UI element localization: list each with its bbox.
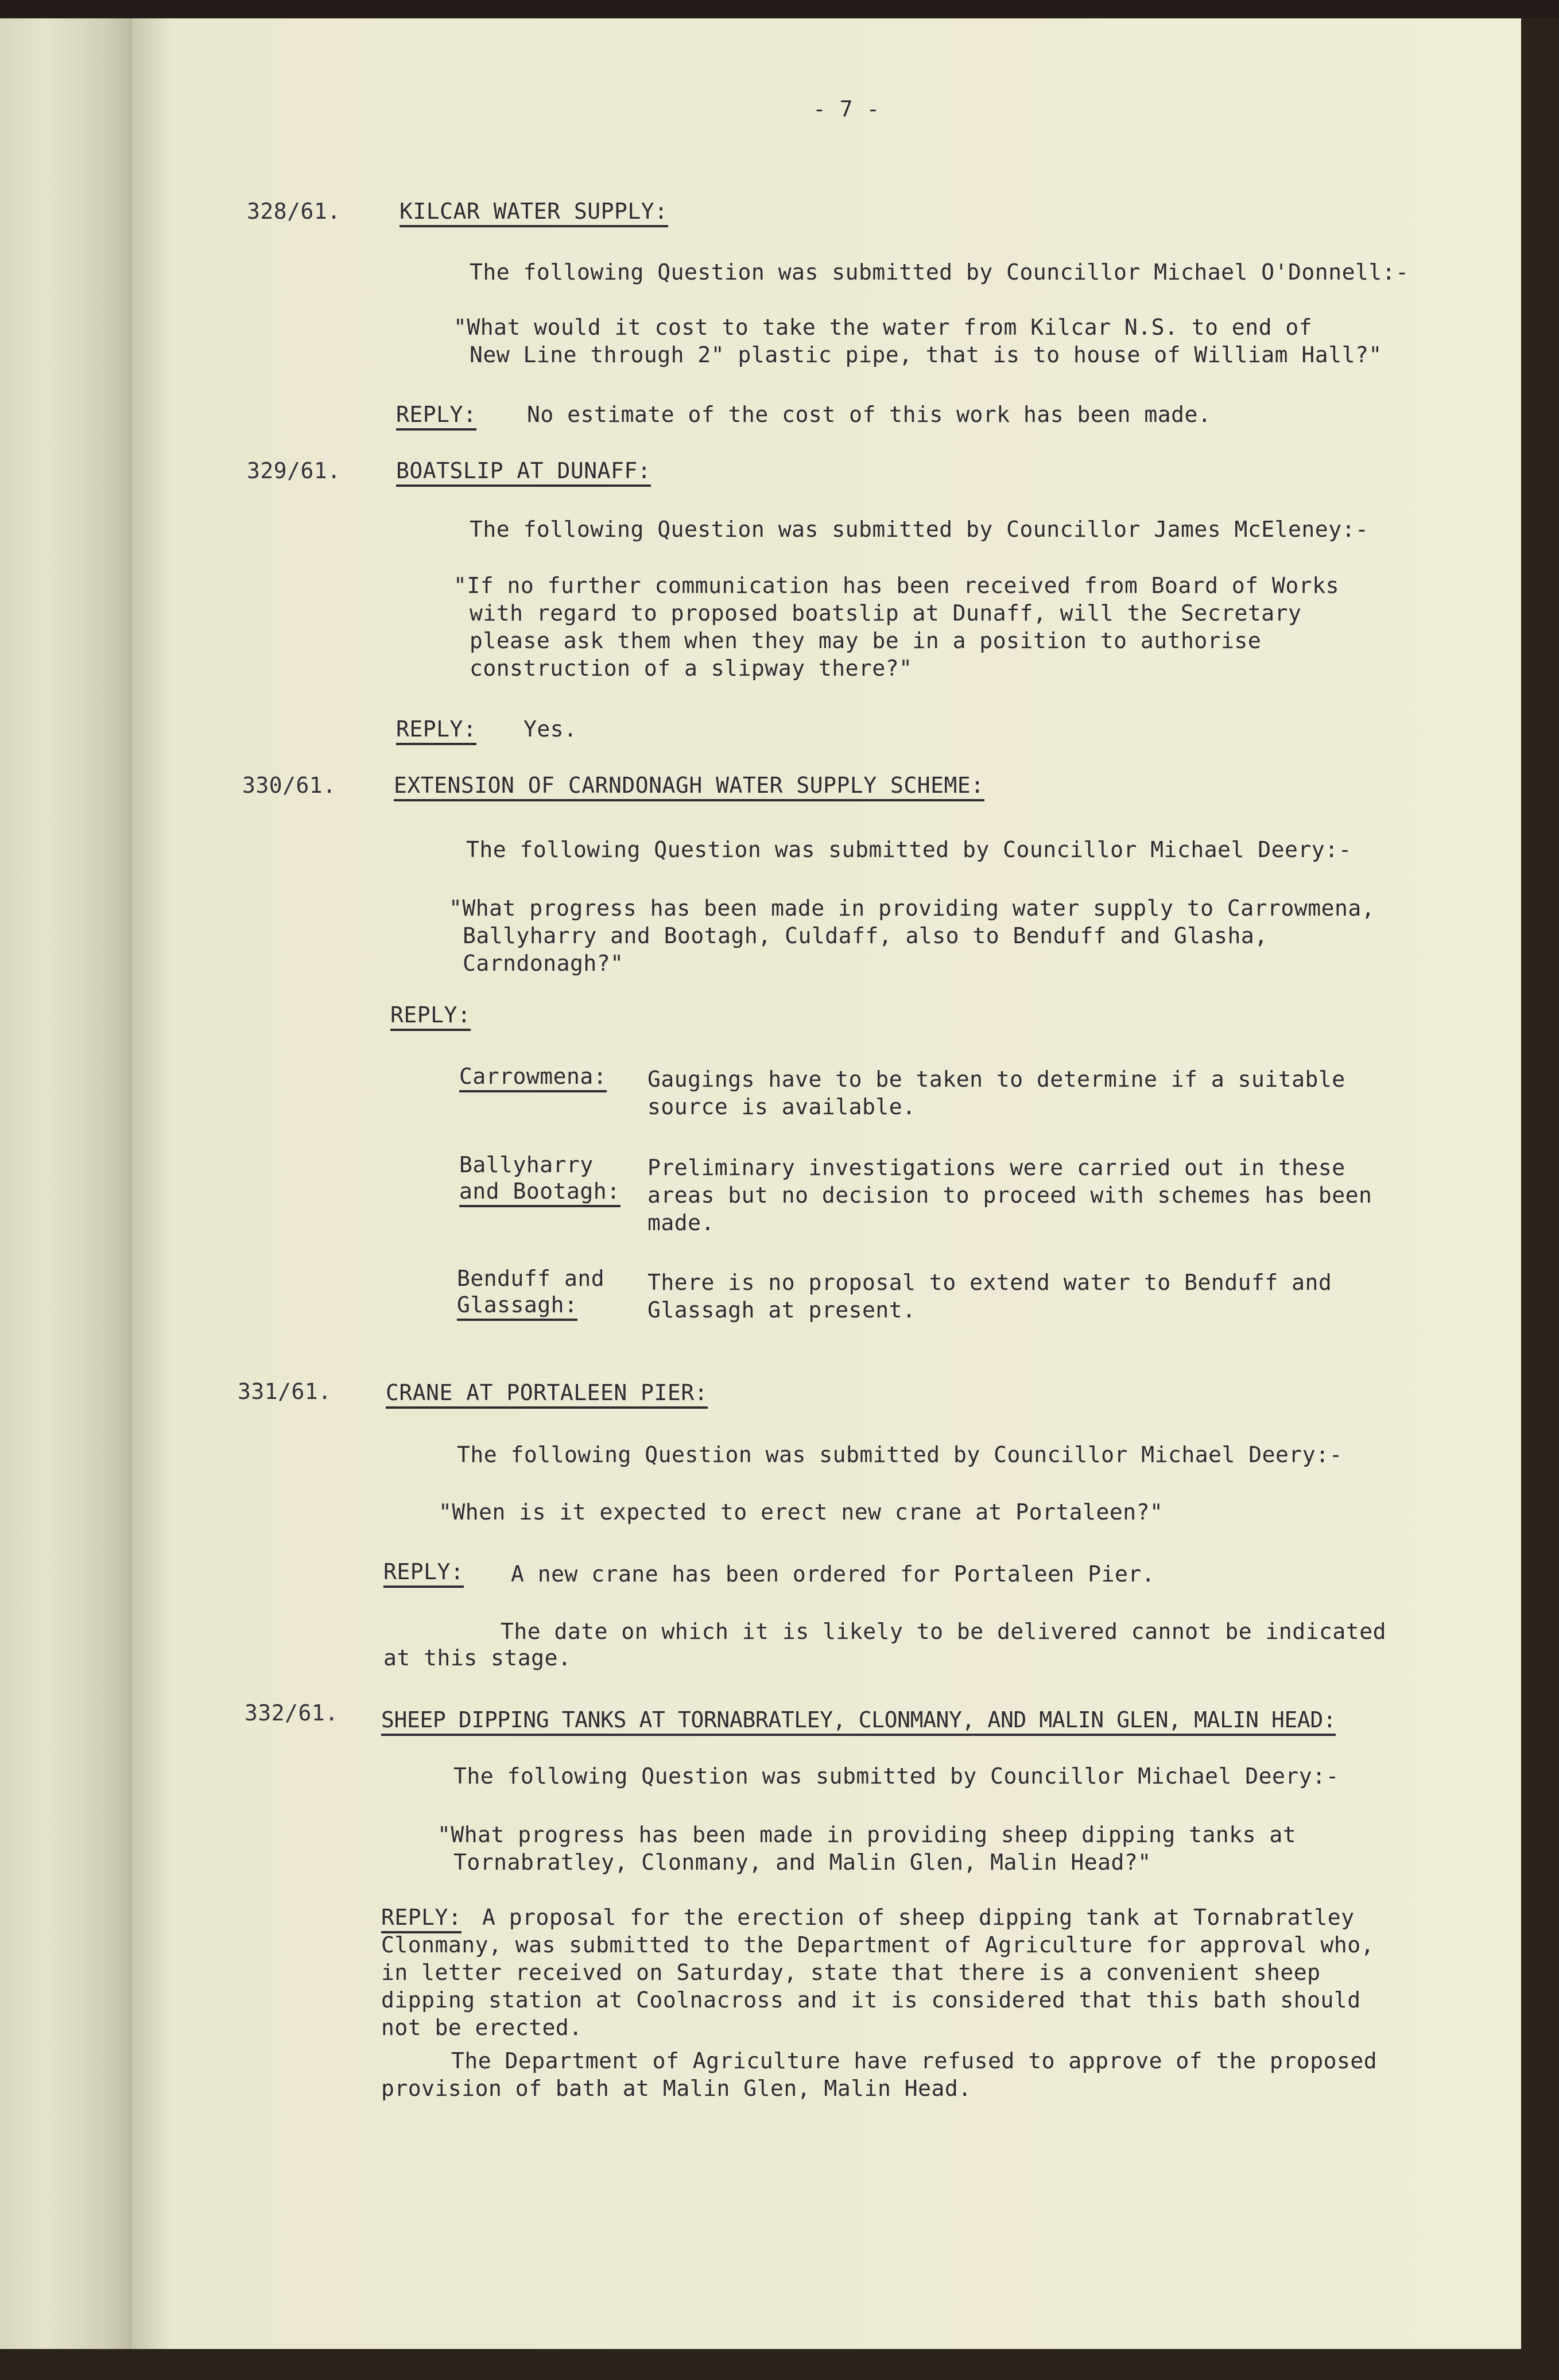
reply-place-bootagh: and Bootagh: [459,1179,621,1207]
reply-text: A new crane has been ordered for Portaleen Pier. [511,1561,1155,1587]
item-number-331: 331/61. [238,1379,332,1404]
reply-text-line: Preliminary investigations were carried out in these [647,1155,1345,1180]
item-heading-331: CRANE AT PORTALEEN PIER: [386,1380,708,1409]
page-number: - 7 - [813,96,880,122]
question-intro-331: The following Question was submitted by Councillor Michael Deery:- [457,1442,1343,1467]
reply-text-line: source is available. [647,1094,916,1119]
reply-text-line: The Department of Agriculture have refused to approve of the proposed [451,2048,1378,2073]
reply-place-ballyharry: Ballyharry [459,1152,594,1177]
item-number-329: 329/61. [247,458,341,483]
reply-text-line: areas but no decision to proceed with schemes has been [647,1183,1372,1208]
item-number-328: 328/61. [247,199,341,224]
question-text-line: construction of a slipway there?" [470,656,913,681]
scan-bottom-edge [0,2349,1559,2380]
reply-label: REPLY: [390,1002,471,1031]
question-text-line: Carndonagh?" [463,951,624,976]
item-heading-329: BOATSLIP AT DUNAFF: [396,458,651,487]
item-heading-332: SHEEP DIPPING TANKS AT TORNABRATLEY, CLONMANY, AND MALIN GLEN, MALIN HEAD: [381,1707,1336,1736]
reply-text: A proposal for the erection of sheep dipping tank at Tornabratley [482,1905,1355,1930]
reply-label: REPLY: [396,402,476,431]
question-intro-332: The following Question was submitted by Councillor Michael Deery:- [453,1763,1339,1789]
reply-label: REPLY: [381,1905,462,1933]
item-number-330: 330/61. [242,773,336,798]
question-intro-328: The following Question was submitted by Councillor Michael O'Donnell:- [470,259,1409,285]
item-number-332: 332/61. [245,1700,339,1726]
reply-text-line: in letter received on Saturday, state that there is a convenient sheep [381,1960,1321,1985]
question-text-line: Ballyharry and Bootagh, Culdaff, also to Benduff and Glasha, [463,923,1268,948]
scan-top-edge [0,0,1559,18]
reply-text-line: Clonmany, was submitted to the Department of Agriculture for approval who, [381,1932,1374,1958]
reply-place-benduff: Benduff and [457,1266,605,1291]
question-text-line: "What progress has been made in providing water supply to Carrowmena, [449,896,1375,921]
question-text-line: "What would it cost to take the water from Kilcar N.S. to end of [453,315,1313,340]
scan-right-edge [1521,18,1559,2380]
reply-label: REPLY: [383,1559,464,1588]
reply-place-carrowmena: Carrowmena: [459,1064,607,1092]
question-intro-330: The following Question was submitted by Councillor Michael Deery:- [466,837,1352,862]
reply-text-line: made. [647,1210,715,1235]
item-heading-328: KILCAR WATER SUPPLY: [400,199,668,227]
reply-place-glassagh: Glassagh: [457,1292,577,1321]
reply-text-line: not be erected. [381,2015,583,2040]
question-text-line: New Line through 2" plastic pipe, that is to house of William Hall?" [470,342,1382,367]
reply-label: REPLY: [396,716,476,745]
reply-text-line: Gaugings have to be taken to determine if a suitable [647,1067,1345,1092]
question-text-line: "What progress has been made in providing sheep dipping tanks at [437,1822,1297,1847]
item-heading-330: EXTENSION OF CARNDONAGH WATER SUPPLY SCHEME: [394,773,984,801]
reply-text-line: provision of bath at Malin Glen, Malin Head. [381,2076,972,2101]
question-text-line: with regard to proposed boatslip at Dunaff, will the Secretary [470,600,1302,626]
facing-page-edge [0,18,132,2349]
reply-text-line: There is no proposal to extend water to Benduff and [647,1270,1332,1295]
reply-text-line: dipping station at Coolnacross and it is considered that this bath should [381,1987,1361,2013]
question-text-line: "If no further communication has been received from Board of Works [453,573,1339,598]
question-text-line: "When is it expected to erect new crane at Portaleen?" [439,1499,1164,1525]
question-text-line: please ask them when they may be in a position to authorise [470,628,1262,653]
reply-text-line: Glassagh at present. [647,1297,916,1323]
question-intro-329: The following Question was submitted by Councillor James McEleney:- [470,517,1369,542]
reply-text: Yes. [523,716,577,742]
reply-text-line: The date on which it is likely to be delivered cannot be indicated [501,1619,1386,1644]
reply-text-line: at this stage. [383,1645,572,1670]
reply-text: No estimate of the cost of this work has been made. [527,402,1212,427]
question-text-line: Tornabratley, Clonmany, and Malin Glen, Malin Head?" [453,1850,1151,1875]
